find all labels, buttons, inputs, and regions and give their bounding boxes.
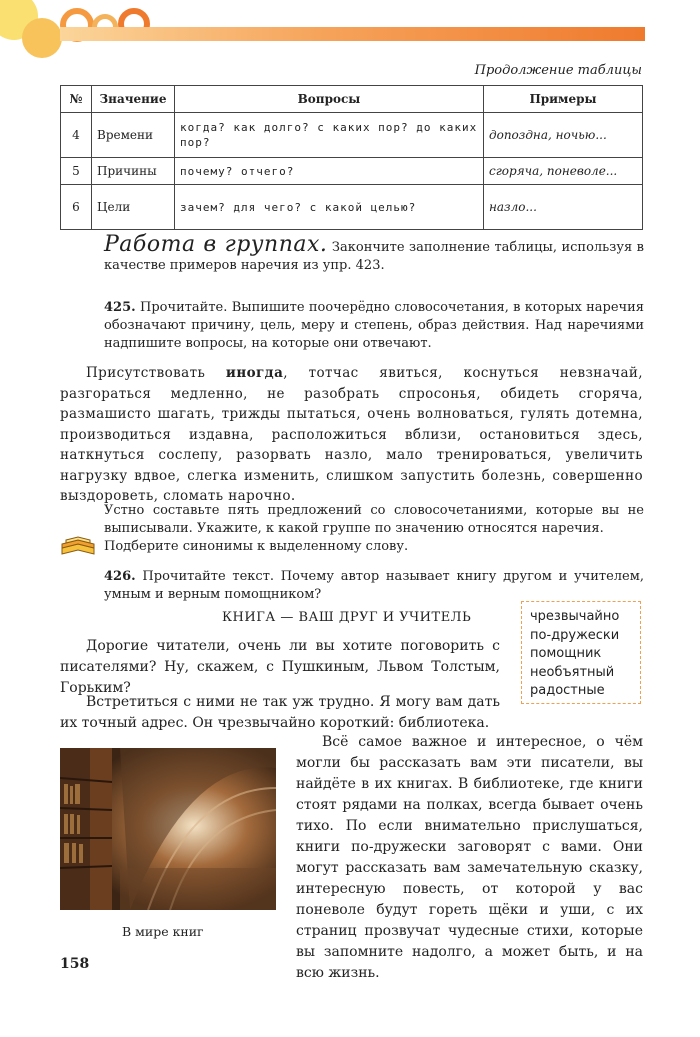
- glossary-word: чрезвычайно: [530, 609, 620, 624]
- row-num: 6: [61, 185, 92, 230]
- oral-task-line: Подберите синонимы к выделенному слову.: [104, 539, 409, 554]
- oral-task-line: Устно составьте пять предложений со словосочетаниями, которые вы не выписывали. Укажите, к какой группе по значению относятся наречия.: [104, 503, 644, 536]
- adverb-table: [60, 85, 643, 230]
- highlighted-word: иногда: [225, 365, 284, 381]
- group-task: [104, 232, 644, 275]
- row-questions: когда? как долго? с каких пор? до каких пор?: [175, 113, 484, 158]
- oral-task: [104, 502, 644, 556]
- row-examples: допоздна, ночью...: [484, 113, 643, 158]
- glossary-word: необъятный: [530, 664, 615, 680]
- glossary-box: [521, 601, 641, 704]
- table-header-row: [61, 86, 643, 113]
- exercise-425: [104, 299, 644, 353]
- phrases-text: [60, 363, 643, 507]
- group-task-heading: Работа в группах.: [104, 232, 328, 257]
- header-num: №: [61, 86, 92, 113]
- header-questions: Вопросы: [175, 86, 484, 113]
- book-icon: [60, 534, 96, 558]
- glossary-word: по-дружески: [530, 627, 620, 643]
- table-continuation-caption: Продолжение таблицы: [474, 63, 642, 78]
- row-questions: почему? отчего?: [175, 158, 484, 185]
- library-photo: [60, 748, 276, 910]
- exercise-text: Прочитайте. Выпишите поочерёдно словосочетания, в которых наречия обозначают причину, цель, меру и степень, образ действия. Над наречиями надпишите вопросы, на которые они отвечают.: [104, 300, 644, 351]
- exercise-number: 425.: [104, 300, 136, 315]
- phrases-before: Присутствовать: [86, 365, 226, 381]
- story-paragraph: Всё самое важное и интересное, о чём могли бы рассказать вам эти писатели, вы найдёте в их книгах. В библиотеке, где книги стоят рядами на полках, всегда бывает очень тихо. По если внимательно прислушаться, книги по-дружески заговорят с вами. Они могут рассказать вам замечательную сказку, интересную повесть, от которой у вас поневоле будут гореть щёки и уши, с их страниц прозвучат чудесные стихи, которые вы запомните надолго, а может быть, и на всю жизнь.: [296, 734, 643, 981]
- group-task-text: Закончите заполнение таблицы, используя в качестве примеров наречия из упр. 423.: [104, 240, 644, 273]
- row-num: 5: [61, 158, 92, 185]
- table-row: [61, 158, 643, 185]
- exercise-426: [104, 568, 644, 604]
- row-meaning: Цели: [92, 185, 175, 230]
- story-paragraph: Дорогие читатели, очень ли вы хотите поговорить с писателями? Ну, скажем, с Пушкиным, Львом Толстым, Горьким?: [60, 638, 500, 696]
- photo-caption: В мире книг: [122, 924, 204, 939]
- table-row: [61, 113, 643, 158]
- row-examples: назло...: [484, 185, 643, 230]
- header-strip: [60, 27, 645, 41]
- exercise-text: Прочитайте текст. Почему автор называет книгу другом и учителем, умным и верным помощником?: [104, 569, 644, 602]
- glossary-word: помощник: [530, 646, 602, 661]
- row-num: 4: [61, 113, 92, 158]
- decor-circle: [22, 18, 62, 58]
- header-meaning: Значение: [92, 86, 175, 113]
- story-paragraph: Встретиться с ними не так уж трудно. Я могу вам дать их точный адрес. Он чрезвычайно короткий: библиотека.: [60, 694, 500, 731]
- row-meaning: Причины: [92, 158, 175, 185]
- header-examples: Примеры: [484, 86, 643, 113]
- phrases-after: , тотчас явиться, коснуться невзначай, разгораться медленно, не разобрать спросонья, обидеть сгоряча, размашисто шагать, трижды пытаться, очень волноваться, гулять дотемна, производиться издавна, расположиться вблизи, остановиться здесь, наткнуться сослепу, разорвать назло, мало тренироваться, увеличить нагрузку вдвое, слегка изменить, слишком запустить болезнь, совершенно выздороветь, сломать нарочно.: [60, 365, 644, 504]
- story-title: КНИГА — ВАШ ДРУГ И УЧИТЕЛЬ: [222, 610, 472, 625]
- exercise-number: 426.: [104, 569, 136, 584]
- row-questions: зачем? для чего? с какой целью?: [175, 185, 484, 230]
- header-decoration: [0, 0, 700, 60]
- row-meaning: Времени: [92, 113, 175, 158]
- page-number: 158: [60, 956, 90, 972]
- glossary-word: радостные: [530, 683, 605, 698]
- table-row: [61, 185, 643, 230]
- row-examples: сгоряча, поневоле...: [484, 158, 643, 185]
